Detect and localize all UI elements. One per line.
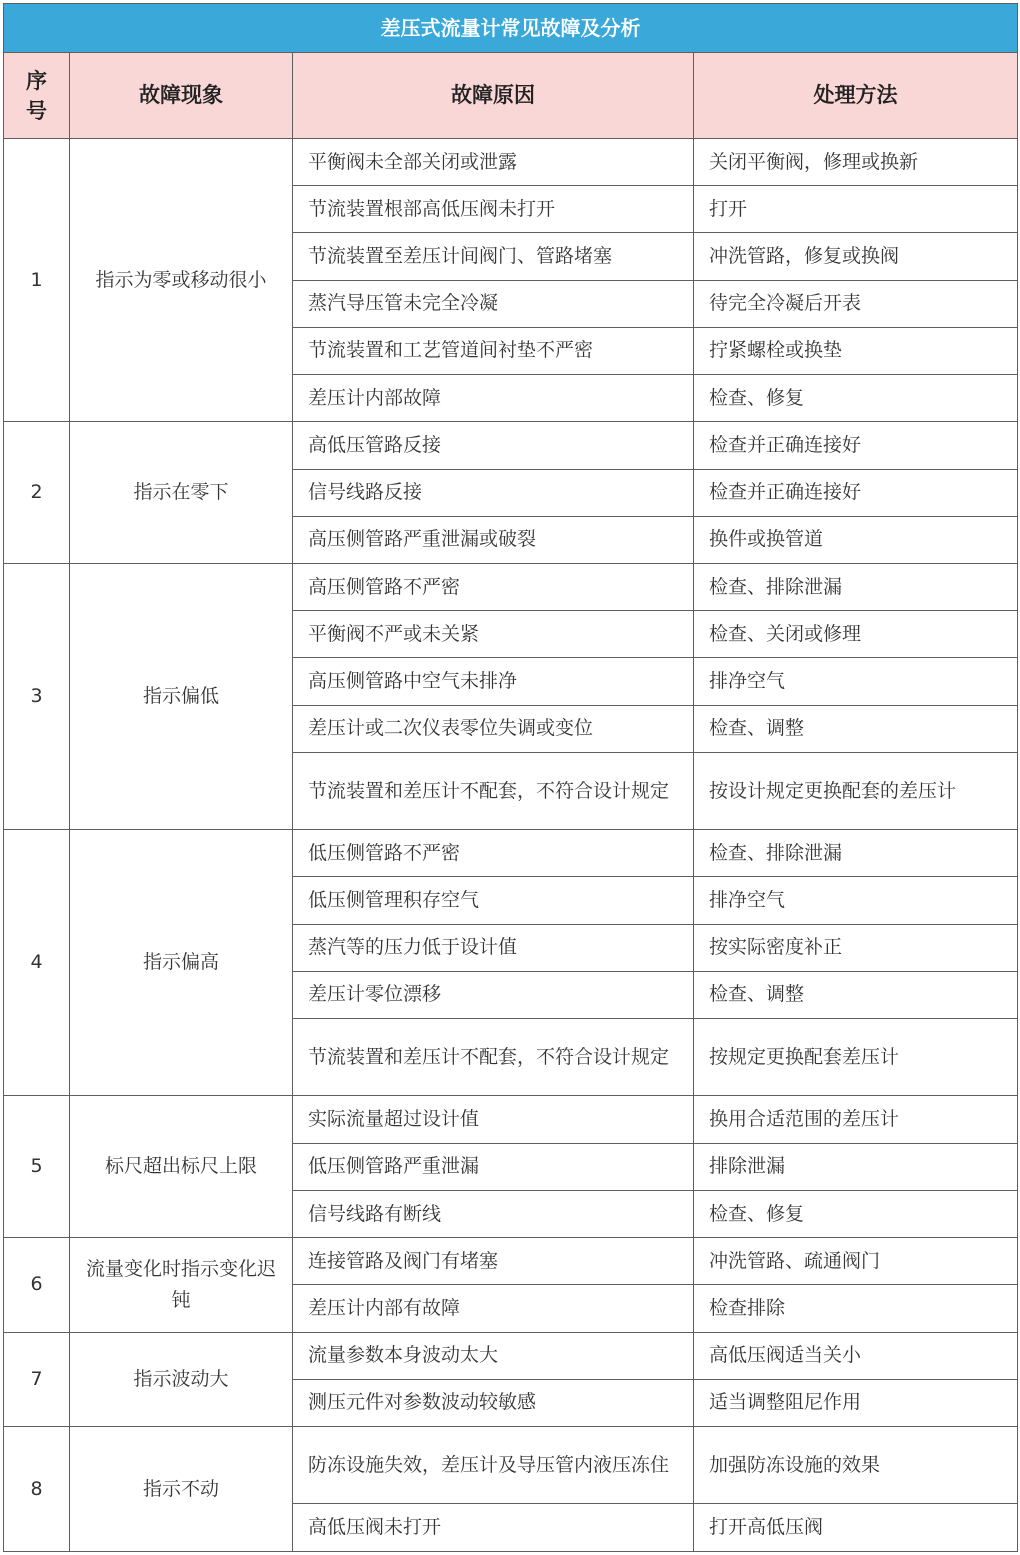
remedy-cell: 打开 [694,186,1018,233]
seq-cell: 1 [4,139,70,422]
symptom-cell: 指示不动 [70,1427,293,1552]
table-row [4,1332,1018,1379]
table-row [4,830,1018,877]
seq-cell: 5 [4,1096,70,1238]
cause-cell: 高低压阀未打开 [293,1504,694,1552]
header-seq [4,53,70,139]
header-symptom: 故障现象 [70,53,293,139]
remedy-cell: 按实际密度补正 [694,924,1018,971]
remedy-cell: 高低压阀适当关小 [694,1332,1018,1379]
remedy-cell: 换件或换管道 [694,516,1018,563]
cause-cell: 低压侧管路不严密 [293,830,694,877]
table-row [4,422,1018,469]
cause-cell: 节流装置和工艺管道间衬垫不严密 [293,327,694,374]
remedy-cell: 检查排除 [694,1285,1018,1332]
seq-cell: 3 [4,563,70,829]
remedy-cell: 换用合适范围的差压计 [694,1096,1018,1143]
table-row [4,139,1018,186]
remedy-cell: 冲洗管路、疏通阀门 [694,1238,1018,1285]
remedy-cell: 关闭平衡阀，修理或换新 [694,139,1018,186]
cause-cell: 平衡阀未全部关闭或泄露 [293,139,694,186]
cause-cell: 差压计或二次仪表零位失调或变位 [293,705,694,752]
cause-cell: 信号线路有断线 [293,1190,694,1237]
cause-cell: 低压侧管路严重泄漏 [293,1143,694,1190]
cause-cell: 差压计零位漂移 [293,971,694,1018]
remedy-cell: 检查、调整 [694,971,1018,1018]
header-remedy: 处理方法 [694,53,1018,139]
cause-cell: 实际流量超过设计值 [293,1096,694,1143]
cause-cell: 高压侧管路中空气未排净 [293,658,694,705]
cause-cell: 流量参数本身波动太大 [293,1332,694,1379]
cause-cell: 蒸汽导压管未完全冷凝 [293,280,694,327]
remedy-cell: 排除泄漏 [694,1143,1018,1190]
remedy-cell: 冲洗管路，修复或换阀 [694,233,1018,280]
table-row [4,1096,1018,1143]
symptom-cell: 标尺超出标尺上限 [70,1096,293,1238]
table-row [4,1427,1018,1504]
remedy-cell: 按规定更换配套差压计 [694,1019,1018,1096]
cause-cell: 连接管路及阀门有堵塞 [293,1238,694,1285]
seq-cell: 4 [4,830,70,1096]
seq-cell: 7 [4,1332,70,1426]
cause-cell: 高压侧管路不严密 [293,563,694,610]
fault-analysis-table [3,3,1018,1552]
cause-cell: 信号线路反接 [293,469,694,516]
remedy-cell: 适当调整阻尼作用 [694,1379,1018,1426]
remedy-cell: 检查、调整 [694,705,1018,752]
table-row [4,1238,1018,1285]
symptom-cell: 指示偏高 [70,830,293,1096]
header-seq-top: 序 [26,68,47,93]
cause-cell: 节流装置和差压计不配套，不符合设计规定 [293,752,694,829]
cause-cell: 节流装置和差压计不配套，不符合设计规定 [293,1019,694,1096]
cause-cell: 差压计内部故障 [293,375,694,422]
header-cause: 故障原因 [293,53,694,139]
table-title: 差压式流量计常见故障及分析 [4,4,1018,53]
remedy-cell: 排净空气 [694,658,1018,705]
remedy-cell: 排净空气 [694,877,1018,924]
cause-cell: 低压侧管理积存空气 [293,877,694,924]
remedy-cell: 检查并正确连接好 [694,422,1018,469]
cause-cell: 防冻设施失效，差压计及导压管内液压冻住 [293,1427,694,1504]
cause-cell: 测压元件对参数波动较敏感 [293,1379,694,1426]
fault-analysis-table-container [3,3,1017,1552]
remedy-cell: 检查、关闭或修理 [694,611,1018,658]
remedy-cell: 加强防冻设施的效果 [694,1427,1018,1504]
table-row [4,563,1018,610]
seq-cell: 2 [4,422,70,564]
remedy-cell: 打开高低压阀 [694,1504,1018,1552]
cause-cell: 节流装置根部高低压阀未打开 [293,186,694,233]
symptom-cell: 指示为零或移动很小 [70,139,293,422]
cause-cell: 差压计内部有故障 [293,1285,694,1332]
cause-cell: 高低压管路反接 [293,422,694,469]
cause-cell: 平衡阀不严或未关紧 [293,611,694,658]
cause-cell: 蒸汽等的压力低于设计值 [293,924,694,971]
symptom-cell: 指示波动大 [70,1332,293,1426]
symptom-cell: 指示偏低 [70,563,293,829]
cause-cell: 节流装置至差压计间阀门、管路堵塞 [293,233,694,280]
table-body [4,139,1018,1552]
remedy-cell: 检查、排除泄漏 [694,830,1018,877]
remedy-cell: 检查、排除泄漏 [694,563,1018,610]
seq-cell: 8 [4,1427,70,1552]
header-seq-bottom: 号 [26,98,47,123]
symptom-cell: 指示在零下 [70,422,293,564]
remedy-cell: 检查、修复 [694,375,1018,422]
cause-cell: 高压侧管路严重泄漏或破裂 [293,516,694,563]
seq-cell: 6 [4,1238,70,1332]
remedy-cell: 检查并正确连接好 [694,469,1018,516]
remedy-cell: 按设计规定更换配套的差压计 [694,752,1018,829]
symptom-cell: 流量变化时指示变化迟钝 [70,1238,293,1332]
remedy-cell: 待完全冷凝后开表 [694,280,1018,327]
remedy-cell: 检查、修复 [694,1190,1018,1237]
remedy-cell: 拧紧螺栓或换垫 [694,327,1018,374]
